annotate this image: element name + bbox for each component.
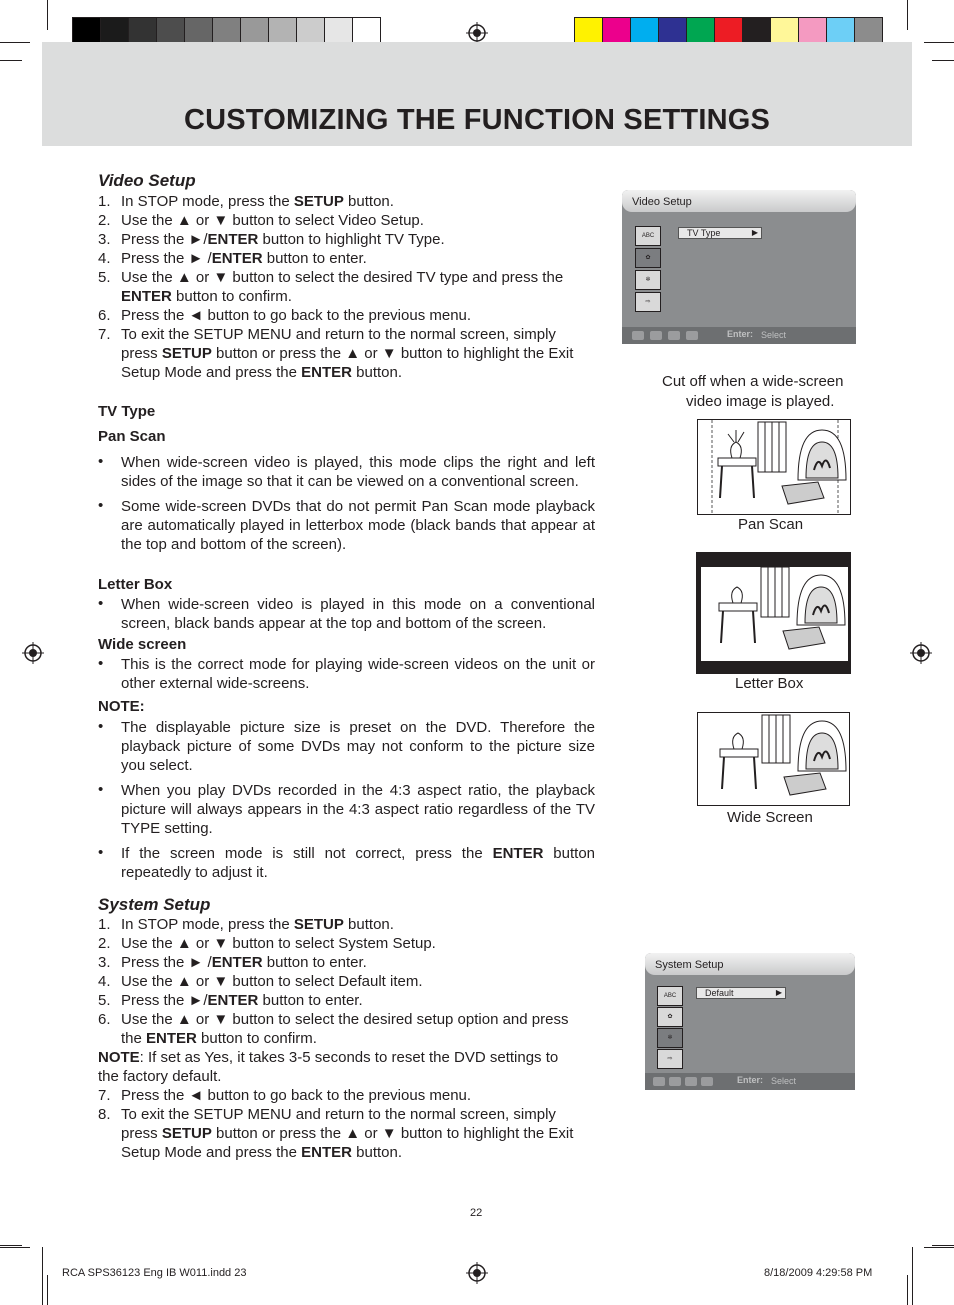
step-text: To exit the SETUP MENU and return to the normal screen, simply press SETUP button or press the ▲ or ▼ button to highlight the Exit Setup Mode and press the ENTER button. bbox=[121, 326, 574, 381]
screen-hint-bar bbox=[622, 327, 856, 344]
step-number: 5. bbox=[98, 269, 111, 286]
letter-box-image bbox=[696, 552, 851, 674]
arrow-right-icon: ▶ bbox=[751, 228, 758, 237]
exit-icon: ⇨ bbox=[657, 1049, 683, 1069]
pan-scan-caption: Pan Scan bbox=[738, 516, 804, 533]
bullet-icon: • bbox=[98, 655, 104, 672]
page-title: CUSTOMIZING THE FUNCTION SETTINGS bbox=[183, 104, 771, 136]
bullet-icon: • bbox=[98, 497, 104, 514]
step-text: Use the ▲ or ▼ button to select the desired setup option and press the ENTER button to confirm. bbox=[121, 1011, 569, 1047]
field-label: TV Type bbox=[687, 228, 721, 238]
video-icon: ✿ bbox=[635, 248, 661, 268]
enter-label: Enter: bbox=[727, 329, 754, 339]
step-number: 6. bbox=[98, 307, 111, 324]
step-text: Use the ▲ or ▼ button to select the desired TV type and press the ENTER button to confirm. bbox=[121, 269, 564, 305]
wide-screen-image bbox=[697, 712, 850, 806]
system-setup-heading: System Setup bbox=[98, 895, 211, 914]
left-icon bbox=[653, 1077, 665, 1086]
step-number: 5. bbox=[98, 992, 111, 1009]
bullet-icon: • bbox=[98, 844, 104, 861]
registration-mark-icon bbox=[910, 642, 932, 664]
note-heading: NOTE: bbox=[98, 698, 145, 715]
step-number: 7. bbox=[98, 1087, 111, 1104]
letter-box-caption: Letter Box bbox=[735, 675, 804, 692]
language-icon bbox=[657, 986, 683, 1006]
arrow-right-icon: ▶ bbox=[775, 988, 782, 997]
bullet-text: When you play DVDs recorded in the 4:3 aspect ratio, the playback picture will always appears in the 4:3 aspect ratio regardless of the TV TYPE setting. bbox=[121, 782, 595, 837]
registration-mark-icon bbox=[466, 22, 488, 44]
down-icon bbox=[686, 331, 698, 340]
registration-mark-icon bbox=[466, 1262, 488, 1284]
wide-screen-caption: Wide Screen bbox=[727, 809, 813, 826]
video-icon: ✿ bbox=[657, 1007, 683, 1027]
step-number: 4. bbox=[98, 250, 111, 267]
bullet-icon: • bbox=[98, 453, 104, 470]
bullet-text: Some wide-screen DVDs that do not permit Pan Scan mode playback are automatically played in letterbox mode (black bands that appear at the top and bottom of the screen). bbox=[121, 498, 595, 553]
step-text: Use the ▲ or ▼ button to select System Setup. bbox=[121, 935, 436, 952]
pan-scan-image bbox=[697, 419, 851, 515]
screen-title: Video Setup bbox=[622, 190, 856, 212]
footer-filename: RCA SPS36123 Eng IB W011.indd 23 bbox=[62, 1267, 247, 1279]
step-number: 7. bbox=[98, 326, 111, 343]
pan-scan-heading: Pan Scan bbox=[98, 428, 166, 445]
gear-icon: ✲ bbox=[657, 1028, 683, 1048]
icon-label: ABC bbox=[663, 993, 677, 999]
icon-label: ABC bbox=[641, 233, 655, 239]
bullet-text: When wide-screen video is played in this mode on a conventional screen, black bands appear at the top and bottom of the screen. bbox=[121, 596, 595, 632]
step-number: 8. bbox=[98, 1106, 111, 1123]
step-number: 2. bbox=[98, 935, 111, 952]
step-number: 1. bbox=[98, 193, 111, 210]
language-icon bbox=[635, 226, 661, 246]
gear-icon: ✲ bbox=[635, 270, 661, 290]
cutoff-caption-1: Cut off when a wide-screen bbox=[662, 373, 844, 390]
down-icon bbox=[701, 1077, 713, 1086]
step-text: Press the ► /ENTER button to enter. bbox=[121, 954, 367, 971]
screen-title: System Setup bbox=[645, 953, 855, 975]
up-icon bbox=[650, 331, 662, 340]
step-number: 4. bbox=[98, 973, 111, 990]
step-text: Press the ◄ button to go back to the previous menu. bbox=[121, 1087, 472, 1104]
step-number: 3. bbox=[98, 954, 111, 971]
step-text: Press the ►/ENTER button to enter. bbox=[121, 992, 363, 1009]
step-text: Press the ►/ENTER button to highlight TV Type. bbox=[121, 231, 445, 248]
bullet-icon: • bbox=[98, 781, 104, 798]
right-icon bbox=[685, 1077, 697, 1086]
enter-action: Select bbox=[761, 330, 787, 340]
enter-label: Enter: bbox=[737, 1075, 764, 1085]
up-icon bbox=[669, 1077, 681, 1086]
step-text: In STOP mode, press the SETUP button. bbox=[121, 193, 394, 210]
field-label: Default bbox=[705, 988, 734, 998]
step-text: Use the ▲ or ▼ button to select Default item. bbox=[121, 973, 423, 990]
bullet-text: When wide-screen video is played, this mode clips the right and left sides of the image so that it can be viewed on a conventional screen. bbox=[121, 454, 595, 490]
step-number: 6. bbox=[98, 1011, 111, 1028]
bullet-icon: • bbox=[98, 718, 104, 735]
step-text: To exit the SETUP MENU and return to the normal screen, simply press SETUP button or press the ▲ or ▼ button to highlight the Exit Setup Mode and press the ENTER button. bbox=[121, 1106, 574, 1161]
step-text: In STOP mode, press the SETUP button. bbox=[121, 916, 394, 933]
step-text: Press the ◄ button to go back to the previous menu. bbox=[121, 307, 472, 324]
cutoff-caption-2: video image is played. bbox=[686, 393, 835, 410]
step-number: 2. bbox=[98, 212, 111, 229]
step-number: 1. bbox=[98, 916, 111, 933]
bullet-text: The displayable picture size is preset on the DVD. Therefore the playback picture of some DVDs may not conform to the picture size you select. bbox=[121, 719, 595, 774]
tv-type-field bbox=[678, 227, 762, 239]
left-icon bbox=[632, 331, 644, 340]
system-setup-screen bbox=[645, 953, 855, 1090]
bullet-text: If the screen mode is still not correct, press the ENTER button repeatedly to adjust it. bbox=[121, 845, 596, 881]
wide-screen-heading: Wide screen bbox=[98, 636, 187, 653]
page-number: 22 bbox=[470, 1207, 483, 1219]
bullet-text: This is the correct mode for playing wide-screen videos on the unit or other external wide-screens. bbox=[121, 656, 595, 692]
enter-action: Select bbox=[771, 1076, 797, 1086]
right-icon bbox=[668, 331, 680, 340]
video-setup-screen bbox=[622, 190, 856, 344]
screen-hint-bar bbox=[645, 1073, 855, 1090]
step-text: Use the ▲ or ▼ button to select Video Setup. bbox=[121, 212, 424, 229]
bullet-icon: • bbox=[98, 595, 104, 612]
footer-date: 8/18/2009 4:29:58 PM bbox=[764, 1267, 873, 1279]
video-setup-heading: Video Setup bbox=[98, 171, 196, 190]
letter-box-heading: Letter Box bbox=[98, 576, 173, 593]
step-text: Press the ► /ENTER button to enter. bbox=[121, 250, 367, 267]
default-field bbox=[696, 987, 786, 999]
system-note: NOTE: If set as Yes, it takes 3-5 seconds to reset the DVD settings to the factory default. bbox=[98, 1049, 559, 1085]
registration-mark-icon bbox=[22, 642, 44, 664]
exit-icon: ⇨ bbox=[635, 292, 661, 312]
tv-type-heading: TV Type bbox=[98, 403, 156, 420]
step-number: 3. bbox=[98, 231, 111, 248]
